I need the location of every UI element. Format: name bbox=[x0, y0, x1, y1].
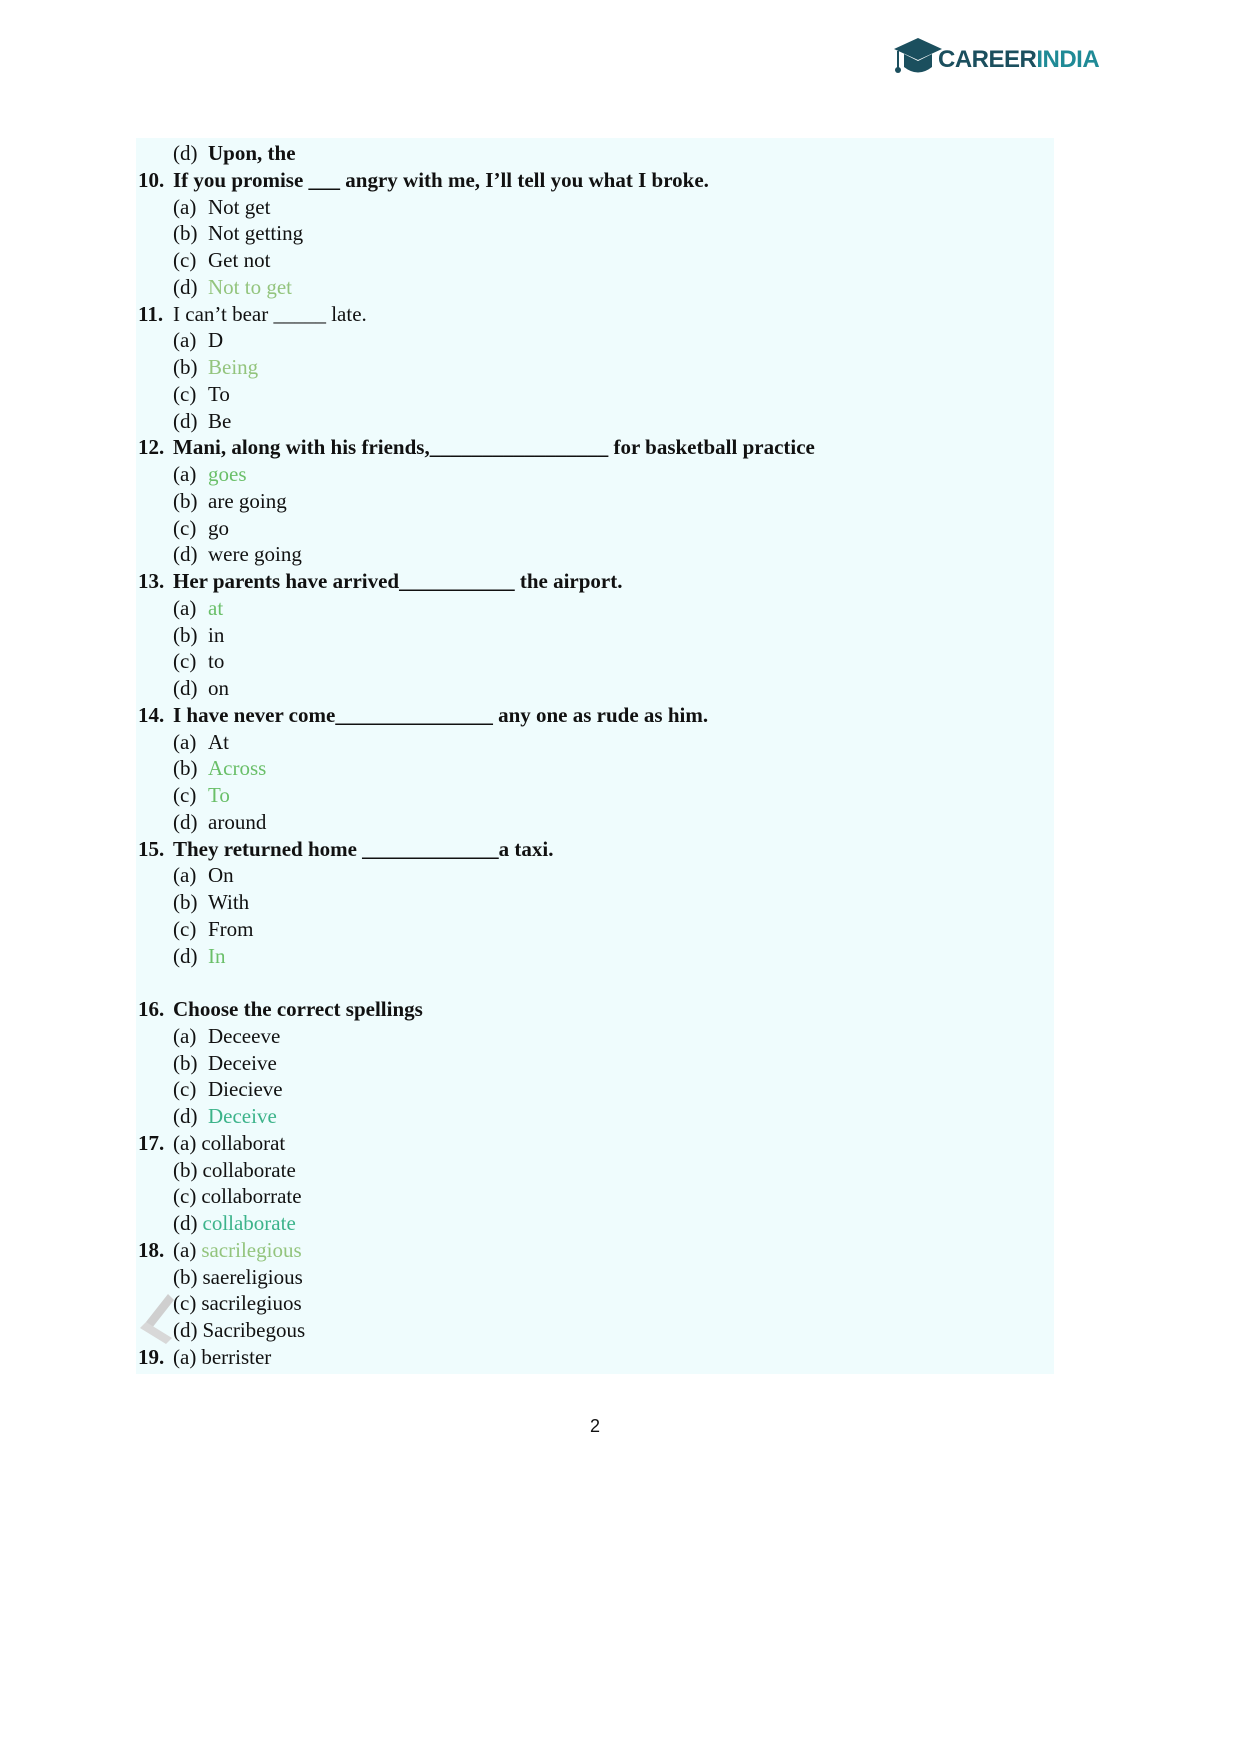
option-text: Being bbox=[208, 355, 259, 379]
watermark-mark bbox=[138, 1290, 178, 1346]
option-row bbox=[138, 755, 815, 782]
question-text: They returned home _____________a taxi. bbox=[173, 836, 554, 861]
question-row bbox=[138, 568, 815, 595]
option-row bbox=[138, 488, 815, 515]
option-text: At bbox=[208, 729, 229, 754]
question-panel bbox=[136, 138, 1054, 1374]
option-label: (a) bbox=[173, 1344, 197, 1369]
option-row bbox=[138, 1183, 815, 1210]
option-row bbox=[138, 1103, 815, 1130]
option-label: (c) bbox=[173, 916, 197, 941]
option-row bbox=[138, 729, 815, 756]
option-row bbox=[138, 648, 815, 675]
option-row bbox=[138, 140, 815, 167]
option-label: (a) bbox=[173, 1023, 197, 1048]
graduation-cap-icon bbox=[892, 34, 944, 84]
option-text: In bbox=[208, 943, 226, 968]
logo-word-career: CAREER bbox=[938, 46, 1037, 73]
option-text: at bbox=[208, 595, 224, 620]
option-label: (a) bbox=[173, 1130, 197, 1155]
question-row bbox=[138, 996, 815, 1023]
option-label: (d) bbox=[173, 542, 198, 567]
option-label: (c) bbox=[173, 649, 197, 674]
option-text: Deceive bbox=[208, 1104, 277, 1128]
option-text: Get not bbox=[208, 248, 271, 272]
option-row bbox=[138, 247, 815, 274]
page-number: 2 bbox=[589, 1416, 600, 1436]
option-label: (c) bbox=[173, 1077, 197, 1102]
option-text: berrister bbox=[201, 1344, 272, 1369]
option-row bbox=[138, 1023, 815, 1050]
question-number: 18. bbox=[138, 1237, 165, 1262]
option-text: collaborat bbox=[201, 1130, 286, 1155]
option-text: Not getting bbox=[208, 221, 304, 246]
question-text: Her parents have arrived___________ the airport. bbox=[173, 569, 623, 593]
careerindia-logo bbox=[892, 34, 1100, 84]
option-text: Be bbox=[208, 408, 232, 433]
option-text: Not to get bbox=[208, 274, 292, 299]
option-text: D bbox=[208, 328, 224, 353]
option-row bbox=[138, 381, 815, 408]
question-row bbox=[138, 167, 815, 194]
question-number: 14. bbox=[138, 702, 165, 727]
option-row bbox=[138, 862, 815, 889]
option-label: (a) bbox=[173, 595, 197, 620]
option-label: (a) bbox=[173, 729, 197, 754]
option-label: (b) bbox=[173, 355, 198, 379]
option-row bbox=[138, 1317, 815, 1344]
question-number: 15. bbox=[138, 836, 165, 861]
option-label: (a) bbox=[173, 194, 197, 219]
question-number: 17. bbox=[138, 1130, 165, 1155]
option-row bbox=[138, 1290, 815, 1317]
option-row bbox=[138, 541, 815, 568]
option-text: Deceeve bbox=[208, 1023, 281, 1048]
question-row bbox=[138, 1237, 815, 1264]
option-text: on bbox=[208, 676, 229, 700]
option-text: collaborate bbox=[202, 1211, 296, 1235]
option-label: (c) bbox=[173, 1291, 197, 1316]
option-row bbox=[138, 595, 815, 622]
option-label: (b) bbox=[173, 890, 198, 914]
option-label: (b) bbox=[173, 221, 198, 246]
question-text: I can’t bear _____ late. bbox=[173, 301, 367, 326]
option-text: To bbox=[208, 381, 230, 406]
question-text: Mani, along with his friends,_________________ for basketball practice bbox=[173, 435, 815, 460]
option-row bbox=[138, 408, 815, 435]
option-label: (c) bbox=[173, 1184, 197, 1209]
option-label: (b) bbox=[173, 622, 198, 647]
question-row bbox=[138, 1344, 815, 1371]
question-number: 10. bbox=[138, 167, 165, 192]
option-text: collaborrate bbox=[201, 1184, 302, 1209]
option-row bbox=[138, 782, 815, 809]
option-label: (b) bbox=[173, 1157, 198, 1182]
option-text: goes bbox=[208, 462, 247, 486]
option-row bbox=[138, 1050, 815, 1077]
option-text: sacrilegiuos bbox=[201, 1291, 302, 1316]
question-text: I have never come_______________ any one as rude as him. bbox=[173, 702, 709, 727]
question-number: 16. bbox=[138, 997, 165, 1021]
option-text: Diecieve bbox=[208, 1077, 283, 1102]
question-row bbox=[138, 702, 815, 729]
option-label: (c) bbox=[173, 783, 197, 807]
option-row bbox=[138, 809, 815, 836]
option-row bbox=[138, 889, 815, 916]
option-label: (b) bbox=[173, 488, 198, 513]
question-row bbox=[138, 434, 815, 461]
option-text: Upon, the bbox=[208, 141, 296, 165]
option-label: (a) bbox=[173, 462, 197, 486]
option-text: are going bbox=[208, 488, 287, 513]
option-label: (d) bbox=[173, 1104, 198, 1128]
option-label: (b) bbox=[173, 1050, 198, 1075]
option-row bbox=[138, 1076, 815, 1103]
option-label: (b) bbox=[173, 1264, 198, 1289]
question-row bbox=[138, 301, 815, 328]
option-text: around bbox=[208, 809, 267, 834]
question-text: If you promise ___ angry with me, I’ll tell you what I broke. bbox=[173, 167, 709, 192]
logo-word-india: INDIA bbox=[1036, 46, 1100, 73]
option-row bbox=[138, 461, 815, 488]
question-number: 11. bbox=[138, 301, 164, 326]
option-label: (d) bbox=[173, 1318, 198, 1342]
question-row bbox=[138, 1130, 815, 1157]
option-row bbox=[138, 1264, 815, 1291]
option-label: (c) bbox=[173, 248, 197, 272]
option-row bbox=[138, 274, 815, 301]
option-label: (a) bbox=[173, 328, 197, 353]
option-label: (d) bbox=[173, 1211, 198, 1235]
question-number: 12. bbox=[138, 435, 165, 460]
option-label: (d) bbox=[173, 141, 198, 165]
option-text: saereligious bbox=[202, 1264, 303, 1289]
option-label: (c) bbox=[173, 381, 197, 406]
option-label: (a) bbox=[173, 1237, 197, 1262]
option-label: (d) bbox=[173, 408, 198, 433]
option-text: collaborate bbox=[202, 1157, 296, 1182]
option-row bbox=[138, 622, 815, 649]
blank-line bbox=[138, 969, 815, 996]
option-label: (b) bbox=[173, 756, 198, 781]
option-text: were going bbox=[208, 542, 302, 567]
option-row bbox=[138, 220, 815, 247]
option-label: (d) bbox=[173, 274, 198, 299]
option-text: sacrilegious bbox=[201, 1237, 302, 1262]
option-label: (d) bbox=[173, 809, 198, 834]
option-label: (d) bbox=[173, 676, 198, 700]
option-text: Not get bbox=[208, 194, 271, 219]
option-label: (c) bbox=[173, 515, 197, 540]
logo-wordmark bbox=[938, 48, 1099, 72]
option-text: Across bbox=[208, 756, 267, 781]
question-list bbox=[138, 140, 815, 1371]
option-row bbox=[138, 194, 815, 221]
option-label: (a) bbox=[173, 863, 197, 888]
option-row bbox=[138, 1210, 815, 1237]
option-text: Deceive bbox=[208, 1050, 277, 1075]
option-row bbox=[138, 354, 815, 381]
option-text: go bbox=[208, 515, 229, 540]
option-text: to bbox=[208, 649, 225, 674]
question-number: 19. bbox=[138, 1344, 165, 1369]
option-text: With bbox=[208, 890, 250, 914]
option-row bbox=[138, 1157, 815, 1184]
option-row bbox=[138, 327, 815, 354]
question-number: 13. bbox=[138, 569, 165, 593]
option-text: From bbox=[208, 916, 254, 941]
option-row bbox=[138, 943, 815, 970]
option-row bbox=[138, 515, 815, 542]
question-text: Choose the correct spellings bbox=[173, 997, 423, 1021]
option-text: On bbox=[208, 863, 234, 888]
option-text: in bbox=[208, 622, 225, 647]
option-text: To bbox=[208, 783, 230, 807]
option-row bbox=[138, 916, 815, 943]
option-text: Sacribegous bbox=[202, 1318, 306, 1342]
option-row bbox=[138, 675, 815, 702]
option-label: (d) bbox=[173, 943, 198, 968]
question-row bbox=[138, 836, 815, 863]
